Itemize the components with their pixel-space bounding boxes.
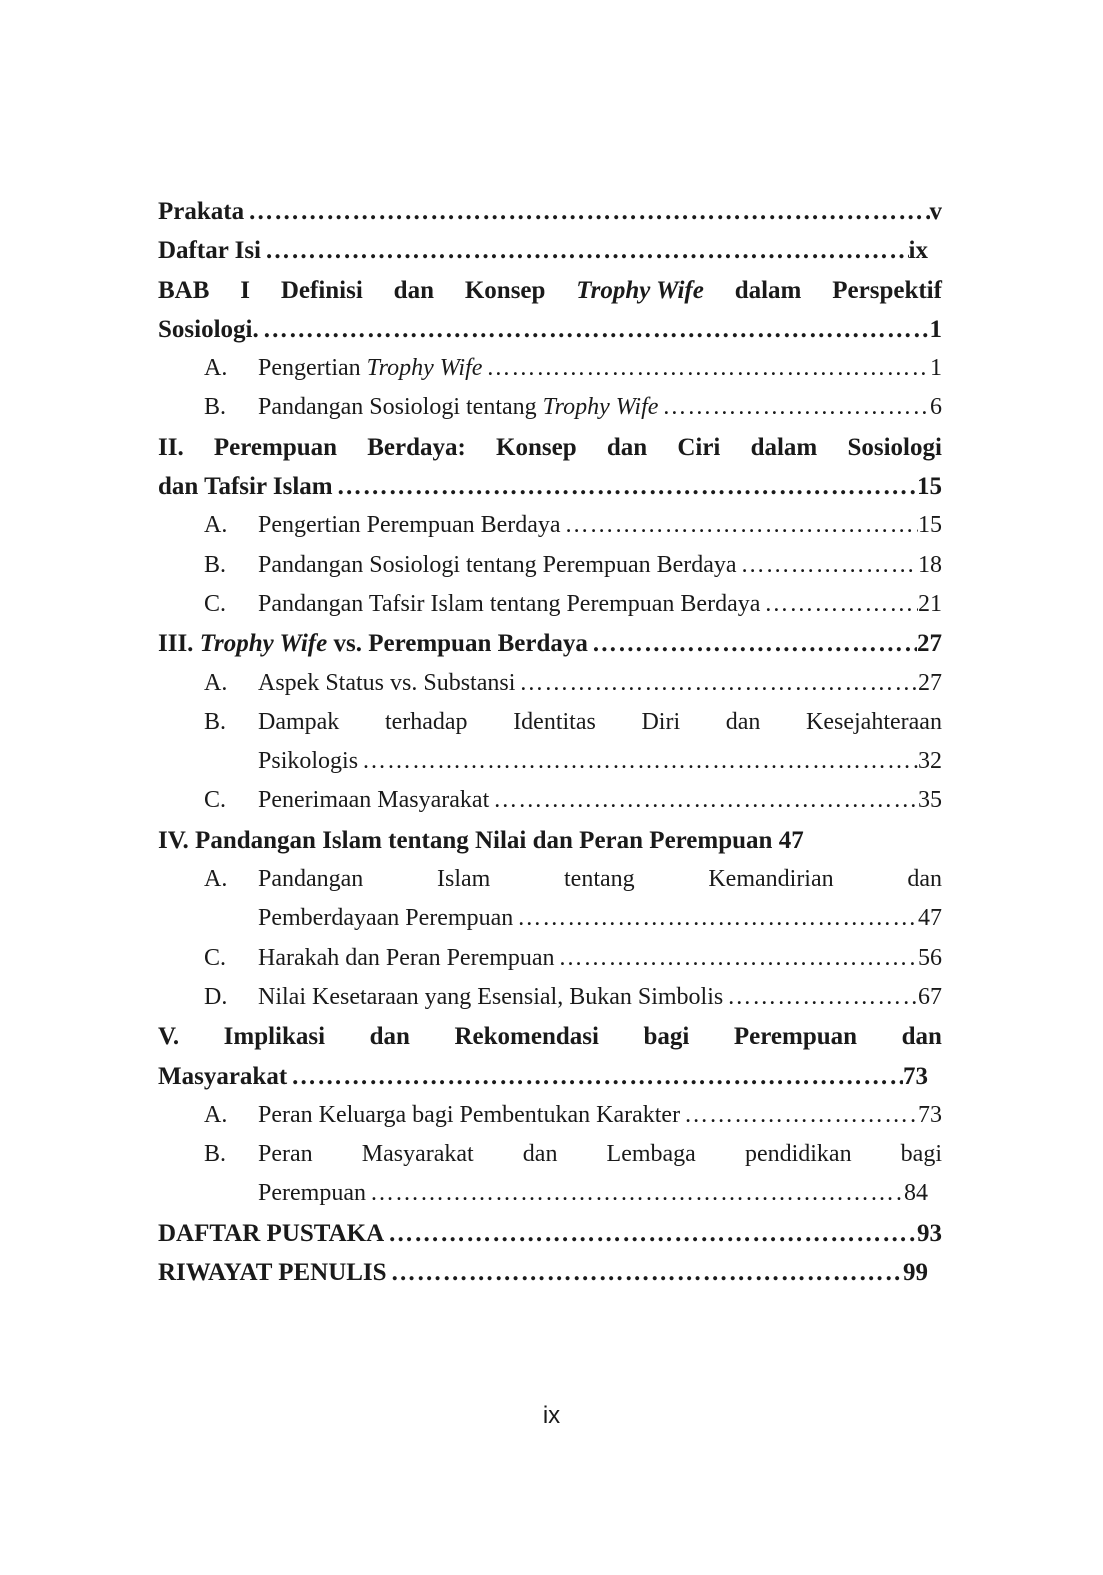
toc-subentry[interactable] — [158, 585, 942, 624]
heading-word: dan — [606, 433, 648, 461]
toc-subentry[interactable] — [158, 939, 942, 978]
heading-word: Konsep — [496, 433, 577, 461]
subentry-letter: B. — [204, 551, 227, 578]
toc-entry-title: Sosiologi. — [158, 315, 259, 343]
toc-subentry[interactable] — [158, 388, 942, 427]
toc-page-number: 15 — [917, 473, 942, 501]
toc-page-number: 1 — [929, 315, 942, 343]
heading-word: BAB — [158, 276, 210, 304]
toc-chapter-1-heading-cont[interactable] — [158, 310, 942, 349]
toc-subentry[interactable] — [158, 1135, 942, 1174]
toc-page-number: 27 — [917, 630, 942, 658]
toc-entry-title: RIWAYAT PENULIS — [158, 1259, 387, 1287]
toc-chapter-2-heading[interactable] — [158, 428, 942, 467]
subentry-letter: A. — [204, 866, 228, 893]
toc-chapter-3-heading[interactable] — [158, 624, 942, 663]
subentry-letter: D. — [204, 983, 228, 1010]
toc-subentry-cont[interactable] — [158, 742, 942, 781]
toc-entry-title: Nilai Kesetaraan yang Esensial, Bukan Simbolis — [258, 983, 724, 1010]
dot-leader — [287, 1057, 903, 1096]
subentry-letter: A. — [204, 512, 228, 539]
toc-subentry-cont[interactable] — [158, 1174, 942, 1213]
dot-leader — [513, 899, 918, 938]
toc-chapter-1-heading[interactable] — [158, 271, 942, 310]
dot-leader — [244, 192, 929, 231]
dot-leader — [333, 467, 917, 506]
toc-subentry[interactable] — [158, 349, 942, 388]
heading-word: Perempuan — [213, 433, 338, 461]
toc-subentry[interactable] — [158, 506, 942, 545]
dot-leader — [737, 546, 918, 585]
dot-leader — [261, 231, 909, 270]
toc-page-number: 56 — [918, 944, 942, 971]
toc-entry-title: Aspek Status vs. Substansi — [258, 669, 516, 696]
toc-page-number: 93 — [917, 1219, 942, 1247]
heading-word: Perspektif — [832, 276, 942, 304]
toc-page-number: 73 — [903, 1062, 928, 1090]
toc-page-number: 47 — [918, 905, 942, 932]
heading-word: dalam — [750, 433, 818, 461]
toc-entry-title: Penerimaan Masyarakat — [258, 787, 490, 814]
dot-leader — [358, 742, 918, 781]
toc-page-number: 21 — [918, 590, 942, 617]
subentry-letter: B. — [204, 394, 227, 421]
heading-italic-term: Trophy Wife — [576, 276, 704, 304]
subentry-letter: C. — [204, 787, 227, 814]
dot-leader — [387, 1253, 903, 1292]
toc-page-number: 67 — [918, 983, 942, 1010]
toc-entry-title: IV. Pandangan Islam tentang Nilai dan Peran Perempuan 47 — [158, 826, 804, 854]
toc-subentry[interactable] — [158, 546, 942, 585]
dot-leader — [555, 939, 918, 978]
toc-entry-title: dan Tafsir Islam — [158, 473, 333, 501]
toc-subentry[interactable] — [158, 860, 942, 899]
toc-subentry[interactable] — [158, 664, 942, 703]
toc-entry-title: III. Trophy Wife vs. Perempuan Berdaya — [158, 630, 588, 658]
toc-subentry-cont[interactable] — [158, 899, 942, 938]
toc-entry-title: Perempuan — [258, 1180, 366, 1207]
toc-entry-title: Pandangan Sosiologi tentang Perempuan Berdaya — [258, 551, 737, 578]
toc-page-number: 84 — [904, 1180, 928, 1207]
toc-page-number: v — [929, 198, 942, 225]
toc-entry-title: Pandangan Sosiologi tentang Trophy Wife — [258, 394, 659, 421]
heading-word: I — [240, 276, 250, 304]
dot-leader — [561, 506, 918, 545]
dot-leader — [259, 310, 930, 349]
toc-entry-title: Peran Keluarga bagi Pembentukan Karakter — [258, 1101, 681, 1128]
toc-entry-title: DAFTAR PUSTAKA — [158, 1219, 385, 1247]
toc-entry-title: Harakah dan Peran Perempuan — [258, 944, 555, 971]
subentry-letter: A. — [204, 355, 228, 382]
dot-leader — [489, 781, 918, 820]
toc-page-number: ix — [908, 237, 928, 265]
toc-entry-title: Pandangan Islam tentang Kemandirian dan — [258, 866, 942, 893]
subentry-letter: A. — [204, 669, 228, 696]
heading-word: Berdaya: — [367, 433, 466, 461]
toc-chapter-5-heading-cont[interactable] — [158, 1057, 942, 1096]
toc-page-number: 15 — [918, 512, 942, 539]
heading-word: Ciri — [677, 433, 721, 461]
dot-leader — [384, 1214, 917, 1253]
heading-word: Rekomendasi — [454, 1023, 599, 1051]
dot-leader — [515, 664, 918, 703]
toc-subentry[interactable] — [158, 978, 942, 1017]
dot-leader — [366, 1174, 904, 1213]
heading-word: dan — [369, 1023, 410, 1051]
toc-entry-title: Peran Masyarakat dan Lembaga pendidikan bagi — [258, 1141, 942, 1168]
subentry-letter: B. — [204, 708, 227, 735]
toc-page-number: 35 — [918, 787, 942, 814]
toc-entry-title: Daftar Isi — [158, 237, 262, 265]
toc-entry-riwayat-penulis[interactable] — [158, 1253, 942, 1292]
toc-subentry[interactable] — [158, 781, 942, 820]
subentry-letter: A. — [204, 1101, 228, 1128]
toc-chapter-2-heading-cont[interactable] — [158, 467, 942, 506]
dot-leader — [588, 624, 917, 663]
toc-entry-title: Pandangan Tafsir Islam tentang Perempuan Berdaya — [258, 590, 761, 617]
heading-word: V. — [158, 1023, 180, 1051]
toc-entry-prakata[interactable] — [158, 192, 942, 231]
toc-entry-title: Psikologis — [258, 748, 359, 775]
toc-entry-title: Dampak terhadap Identitas Diri dan Kesejahteraan — [258, 708, 942, 735]
toc-page-number: 18 — [918, 551, 942, 578]
toc-page-number: 73 — [918, 1101, 942, 1128]
toc-entry-daftar-isi[interactable] — [158, 231, 942, 270]
toc-subentry[interactable] — [158, 703, 942, 742]
heading-word: bagi — [643, 1023, 690, 1051]
toc-page-number: 99 — [903, 1259, 928, 1287]
table-of-contents — [158, 192, 942, 1292]
subentry-letter: B. — [204, 1141, 227, 1168]
heading-word: II. — [158, 433, 184, 461]
toc-entry-title: Masyarakat — [158, 1062, 288, 1090]
dot-leader — [680, 1096, 918, 1135]
toc-entry-title: Pemberdayaan Perempuan — [258, 905, 514, 932]
dot-leader — [482, 349, 930, 388]
heading-word: dan — [901, 1023, 942, 1051]
toc-subentry[interactable] — [158, 1096, 942, 1135]
dot-leader — [658, 388, 930, 427]
subentry-letter: C. — [204, 944, 227, 971]
toc-page-number: 32 — [918, 748, 942, 775]
toc-entry-title: Pengertian Trophy Wife — [258, 355, 483, 382]
toc-page-number: 1 — [930, 355, 942, 382]
heading-word: dalam — [734, 276, 802, 304]
toc-chapter-4-heading[interactable] — [158, 821, 942, 860]
dot-leader — [760, 585, 918, 624]
toc-entry-daftar-pustaka[interactable] — [158, 1214, 942, 1253]
subentry-letter: C. — [204, 590, 227, 617]
toc-page-number: 6 — [930, 394, 942, 421]
heading-word: Perempuan — [733, 1023, 858, 1051]
heading-word: Konsep — [464, 276, 546, 304]
heading-word: Definisi — [280, 276, 363, 304]
heading-word: dan — [393, 276, 434, 304]
dot-leader — [723, 978, 918, 1017]
heading-word: Sosiologi — [847, 433, 942, 461]
toc-chapter-5-heading[interactable] — [158, 1017, 942, 1056]
toc-entry-title: Prakata — [158, 198, 245, 225]
page-number-footer: ix — [542, 1402, 561, 1429]
toc-page-number: 27 — [918, 669, 942, 696]
toc-entry-title: Pengertian Perempuan Berdaya — [258, 512, 561, 539]
heading-word: Implikasi — [223, 1023, 326, 1051]
